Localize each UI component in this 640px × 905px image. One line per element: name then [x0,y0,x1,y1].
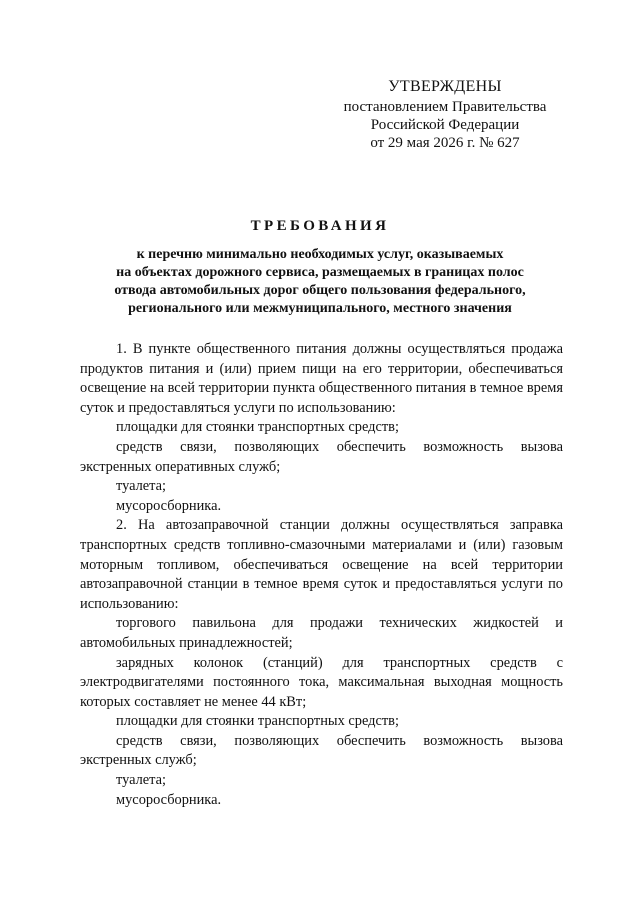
document-body [80,340,563,810]
paragraph-1: 1. В пункте общественного питания должны осуществляться продажа продуктов питания и (или) прием пищи на его территории, обеспечиваться освещение на всей территории пункта общественного питания в темное время суток и предоставляться услуги по использованию: [80,341,563,416]
subtitle-line-2: на объектах дорожного сервиса, размещаемых в границах полос [116,265,524,280]
paragraph-2-item-2: зарядных колонок (станций) для транспортных средств с электродвигателями постоянного тока, максимальная выходная мощность которых составляет не менее 44 кВт; [80,654,563,710]
approval-line-3: от 29 мая 2026 г. № 627 [370,135,520,151]
paragraph-2-item-1: торгового павильона для продажи технических жидкостей и автомобильных принадлежностей; [80,615,563,651]
paragraph-1-item-2: средств связи, позволяющих обеспечить возможность вызова экстренных оперативных служб; [80,438,563,475]
paragraph-2-item-5: туалета; [116,772,167,789]
paragraph-2-item-4: средств связи, позволяющих обеспечить возможность вызова экстренных служб; [80,732,563,769]
document-subtitle [60,246,580,318]
approval-stamp [300,78,590,152]
approval-line-1: постановлением Правительства [343,99,547,115]
subtitle-line-1: к перечню минимально необходимых услуг, оказываемых [136,247,504,262]
subtitle-line-4: регионального или межмуниципального, местного значения [128,301,512,316]
paragraph-1-item-3: туалета; [116,478,167,495]
paragraph-2: 2. На автозаправочной станции должны осуществляться заправка транспортных средств топливно-смазочными материалами и (или) газовым моторным топливом, обеспечиваться освещение на всей территории автозаправочной станции в темное время суток и предоставляться услуги по использованию: [80,517,563,612]
subtitle-line-3: отвода автомобильных дорог общего пользования федерального, [114,283,526,298]
approval-heading: УТВЕРЖДЕНЫ [388,78,502,95]
paragraph-2-item-6: мусоросборника. [116,791,222,808]
paragraph-1-item-4: мусоросборника. [116,497,222,514]
approval-line-2: Российской Федерации [370,117,520,133]
document-title: ТРЕБОВАНИЯ [250,218,390,234]
paragraph-1-item-1: площадки для стоянки транспортных средств; [116,419,399,436]
paragraph-2-item-3: площадки для стоянки транспортных средств; [116,713,399,730]
